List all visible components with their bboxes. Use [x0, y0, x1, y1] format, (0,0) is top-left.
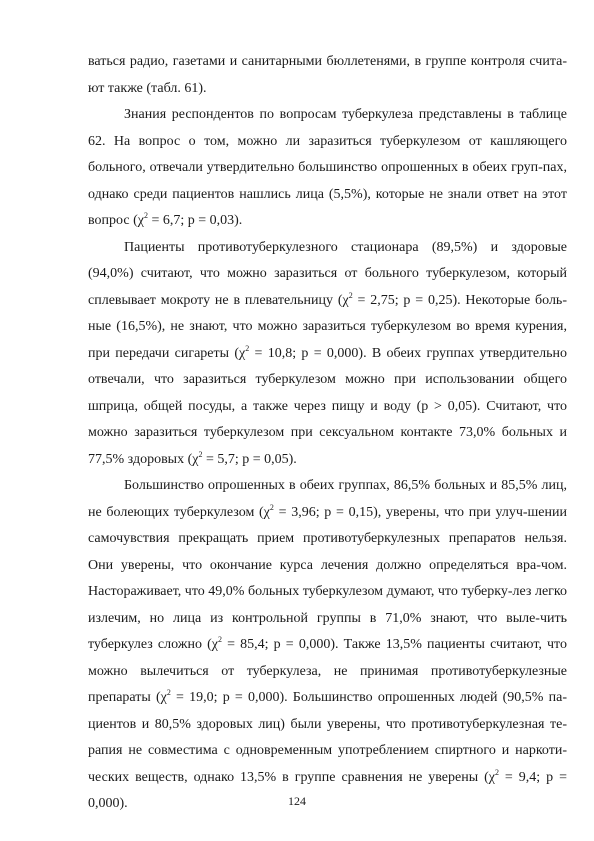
paragraph [88, 49, 567, 102]
text-run: Пациенты противотуберкулезного стационара (89,5%) и здоровые (94,0%) считают, что можно заразиться от больного туберкулезом, который сплевывает мокроту не в плевательницу (χ [88, 239, 567, 308]
text-run: = 9,4; р = 0,000). [88, 769, 567, 811]
paragraph [88, 102, 567, 235]
text-body [88, 49, 567, 818]
text-run: = 6,7; р = 0,03). [147, 213, 243, 228]
paragraph [88, 473, 567, 818]
superscript: 2 [348, 290, 353, 300]
superscript: 2 [245, 343, 250, 353]
superscript: 2 [143, 211, 148, 220]
superscript: 2 [198, 449, 203, 459]
text-run: Большинство опрошенных в обеих группах, 86,5% больных и 85,5% лиц, не болеющих туберкулезом (χ [88, 478, 567, 520]
page-number: 124 [288, 794, 306, 808]
text-run: = 19,0; р = 0,000). Большинство опрошенных людей (90,5% па-циентов и 80,5% здоровых лиц) были уверены, что противотуберкулезная те-рапия не совместима с одновременным употреблением спиртного и наркоти-ческих веществ, однако 13,5% в группе сравнения не уверены (χ [88, 690, 568, 785]
text-run: = 85,4; р = 0,000). Также 13,5% пациенты считают, что можно вылечиться от туберкулеза, не принимая противотуберкулезные препараты (χ [88, 637, 567, 705]
superscript: 2 [166, 688, 171, 697]
text-run: = 2,75; р = 0,25). Некоторые боль-ные (16,5%), не знают, что можно заразиться туберкулезом во время курения, при передачи сигареты (χ [88, 292, 567, 361]
text-run: Знания респондентов по вопросам туберкулеза представлены в таблице 62. На вопрос о том, можно ли заразиться туберкулезом от кашляющего больного, отвечали утвердительно большинство опрошенных в обеих груп-пах, однако среди пациентов нашлись лица (5,5%), которые не знали ответ на этот вопрос (χ [88, 107, 567, 228]
text-run: = 10,8; р = 0,000). В обеих группах утвердительно отвечали, что заразиться туберкулезом можно при использовании общего шприца, общей посуды, а также через пищу и воду (р > 0,05). Считают, что можно заразиться туберкулезом при сексуальном контакте 73,0% больных и 77,5% здоровых (χ [88, 345, 567, 467]
document-page [88, 49, 567, 818]
paragraph [88, 235, 567, 474]
text-run: ваться радио, газетами и санитарными бюллетенями, в группе контроля счита-ют также (табл. 61). [88, 54, 567, 96]
text-run: = 5,7; р = 0,05). [202, 451, 297, 467]
superscript: 2 [269, 502, 274, 512]
text-run: = 3,96; р = 0,15), уверены, что при улуч-шении самочувствия прекращать прием противотуберкулезных препаратов нельзя. Они уверены, что окончание курса лечения должно определяться вра-чом. Настораживает, что 49,0% больных туберкулезом думают, что туберку-лез легко излечим, но лица из контрольной группы в 71,0% знают, что выле-чить туберкулез сложно (χ [88, 504, 567, 652]
superscript: 2 [494, 767, 499, 777]
superscript: 2 [217, 635, 222, 644]
